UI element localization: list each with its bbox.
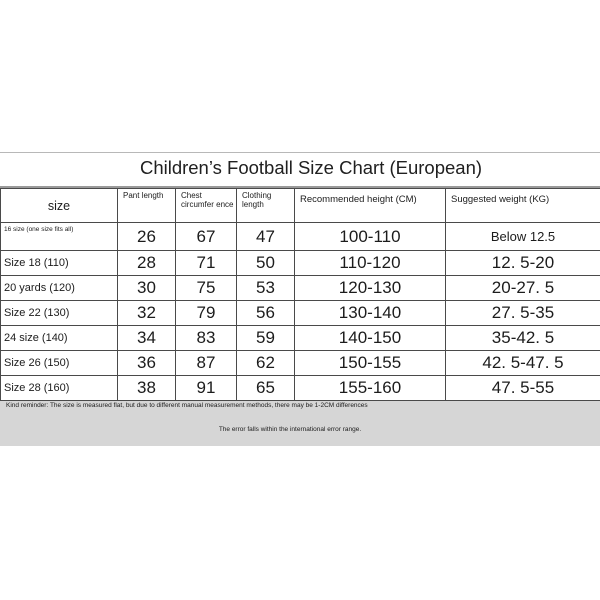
clothing-cell: 50 — [237, 251, 295, 276]
weight-cell: 42. 5-47. 5 — [446, 351, 600, 376]
size-chart — [0, 152, 600, 446]
weight-cell: 35-42. 5 — [446, 326, 600, 351]
pant-cell: 32 — [118, 301, 176, 326]
height-cell: 100-110 — [295, 223, 446, 251]
pant-cell: 34 — [118, 326, 176, 351]
size-cell: Size 18 (110) — [1, 251, 118, 276]
pant-cell: 38 — [118, 376, 176, 401]
table-row — [1, 276, 600, 301]
clothing-cell: 56 — [237, 301, 295, 326]
pant-cell: 28 — [118, 251, 176, 276]
size-cell: 20 yards (120) — [1, 276, 118, 301]
clothing-cell: 59 — [237, 326, 295, 351]
measurement-reminder: Kind reminder: The size is measured flat, but due to different manual measurement methods, there may be 1-2CM differences — [6, 402, 368, 409]
weight-cell: 20-27. 5 — [446, 276, 600, 301]
weight-cell: 27. 5-35 — [446, 301, 600, 326]
height-cell: 130-140 — [295, 301, 446, 326]
chest-cell: 91 — [176, 376, 237, 401]
header-chest: Chest circumfer ence — [176, 189, 237, 223]
table-row — [1, 251, 600, 276]
table-row — [1, 326, 600, 351]
weight-cell: Below 12.5 — [446, 223, 600, 251]
chest-cell: 67 — [176, 223, 237, 251]
chest-cell: 71 — [176, 251, 237, 276]
table-row — [1, 376, 600, 401]
size-cell: Size 22 (130) — [1, 301, 118, 326]
clothing-cell: 62 — [237, 351, 295, 376]
height-cell: 140-150 — [295, 326, 446, 351]
table-row — [1, 351, 600, 376]
height-cell: 155-160 — [295, 376, 446, 401]
size-cell: 16 size (one size fits all) — [1, 223, 118, 251]
pant-cell: 36 — [118, 351, 176, 376]
height-cell: 110-120 — [295, 251, 446, 276]
chest-cell: 79 — [176, 301, 237, 326]
size-cell: 24 size (140) — [1, 326, 118, 351]
header-clothing-length: Clothing length — [237, 189, 295, 223]
chest-cell: 75 — [176, 276, 237, 301]
size-cell: Size 28 (160) — [1, 376, 118, 401]
size-cell: Size 26 (150) — [1, 351, 118, 376]
height-cell: 150-155 — [295, 351, 446, 376]
weight-cell: 47. 5-55 — [446, 376, 600, 401]
clothing-cell: 65 — [237, 376, 295, 401]
header-row — [1, 189, 600, 223]
weight-cell: 12. 5-20 — [446, 251, 600, 276]
error-range-note: The error falls within the international error range. — [218, 426, 362, 433]
clothing-cell: 53 — [237, 276, 295, 301]
size-table — [0, 188, 600, 401]
table-row — [1, 223, 600, 251]
chart-title: Children’s Football Size Chart (European) — [0, 152, 600, 188]
header-weight: Suggested weight (KG) — [446, 189, 600, 223]
footer-notes — [0, 398, 600, 446]
pant-cell: 26 — [118, 223, 176, 251]
height-cell: 120-130 — [295, 276, 446, 301]
header-height: Recommended height (CM) — [295, 189, 446, 223]
header-pant-length: Pant length — [118, 189, 176, 223]
chest-cell: 83 — [176, 326, 237, 351]
clothing-cell: 47 — [237, 223, 295, 251]
pant-cell: 30 — [118, 276, 176, 301]
chest-cell: 87 — [176, 351, 237, 376]
table-row — [1, 301, 600, 326]
header-size: size — [1, 189, 118, 223]
